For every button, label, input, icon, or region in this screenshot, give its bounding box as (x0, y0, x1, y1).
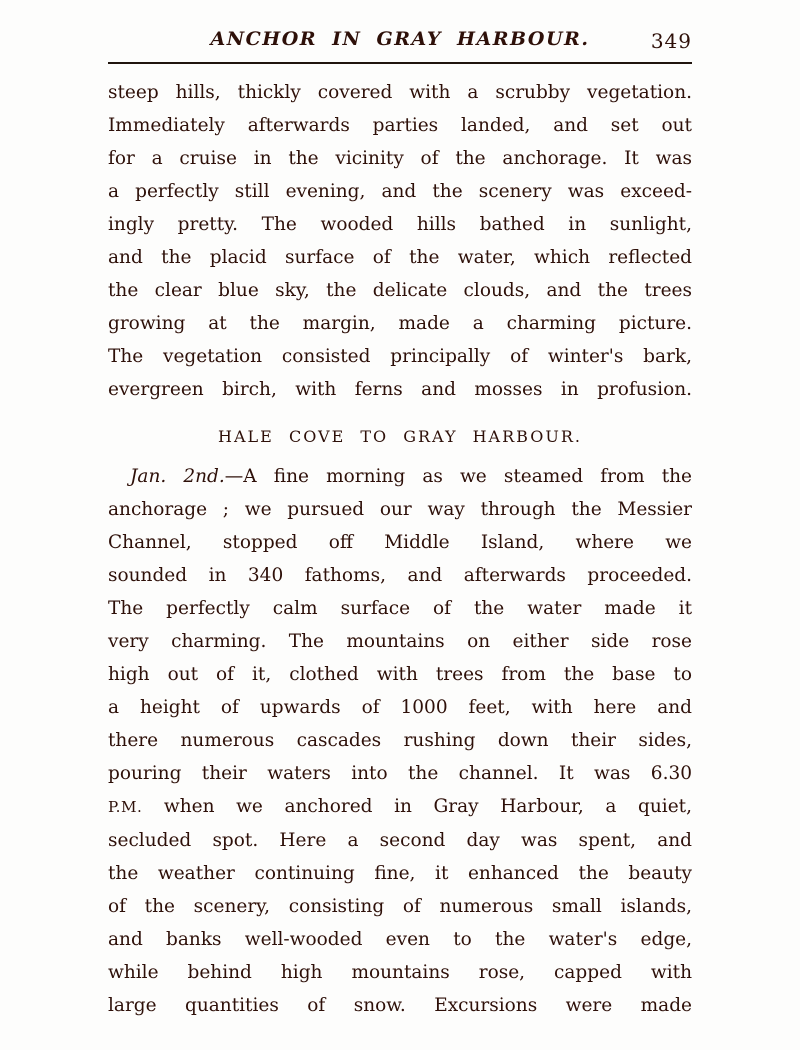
text-line: the clear blue sky, the delicate clouds, and the trees (108, 280, 692, 301)
text-line: for a cruise in the vicinity of the anchorage. It was (108, 148, 692, 169)
text-line: steep hills, thickly covered with a scrubby vegetation. (108, 82, 692, 103)
text-line: Immediately afterwards parties landed, and set out (108, 115, 692, 136)
text-line: while behind high mountains rose, capped with (108, 962, 692, 983)
page-header (108, 28, 692, 54)
text-line: the weather continuing fine, it enhanced the beauty (108, 863, 692, 884)
text-line: large quantities of snow. Excursions were made (108, 995, 692, 1016)
text-line: a perfectly still evening, and the scenery was exceed- (108, 181, 692, 202)
header-rule-divider (108, 62, 692, 64)
text-line: The vegetation consisted principally of winter's bark, (108, 346, 692, 367)
text-line: The perfectly calm surface of the water made it (108, 598, 692, 619)
text-line: high out of it, clothed with trees from the base to (108, 664, 692, 685)
text-line: a height of upwards of 1000 feet, with here and (108, 697, 692, 718)
page-body (108, 76, 692, 1022)
text-line: very charming. The mountains on either side rose (108, 631, 692, 652)
paragraph-1 (108, 76, 692, 406)
text-line: Channel, stopped off Middle Island, where we (108, 532, 692, 553)
text-line: evergreen birch, with ferns and mosses in profusion. (108, 379, 692, 400)
text-line: anchorage ; we pursued our way through the Messier (108, 499, 692, 520)
text-line: ingly pretty. The wooded hills bathed in sunlight, (108, 214, 692, 235)
text-line: sounded in 340 fathoms, and afterwards proceeded. (108, 565, 692, 586)
paragraph-2 (108, 460, 692, 1022)
text-line: pouring their waters into the channel. It was 6.30 (108, 763, 692, 784)
text-line: there numerous cascades rushing down their sides, (108, 730, 692, 751)
section-heading: HALE COVE TO GRAY HARBOUR. (218, 427, 582, 446)
text-line: and banks well-wooded even to the water's edge, (108, 929, 692, 950)
book-page (108, 0, 692, 1022)
running-head: ANCHOR IN GRAY HARBOUR. (210, 28, 590, 50)
small-caps-abbr: P.M. (108, 798, 143, 816)
text-line: Jan. 2nd.—A fine morning as we steamed from the (130, 466, 693, 487)
page-number: 349 (650, 29, 692, 53)
text-line: and the placid surface of the water, which reflected (108, 247, 692, 268)
text-line: growing at the margin, made a charming picture. (108, 313, 692, 334)
date-lead-italic: Jan. 2nd. (130, 466, 225, 487)
text-line: P.M. when we anchored in Gray Harbour, a quiet, (108, 796, 692, 817)
text-line: secluded spot. Here a second day was spent, and (108, 830, 692, 851)
text-line: of the scenery, consisting of numerous small islands, (108, 896, 692, 917)
